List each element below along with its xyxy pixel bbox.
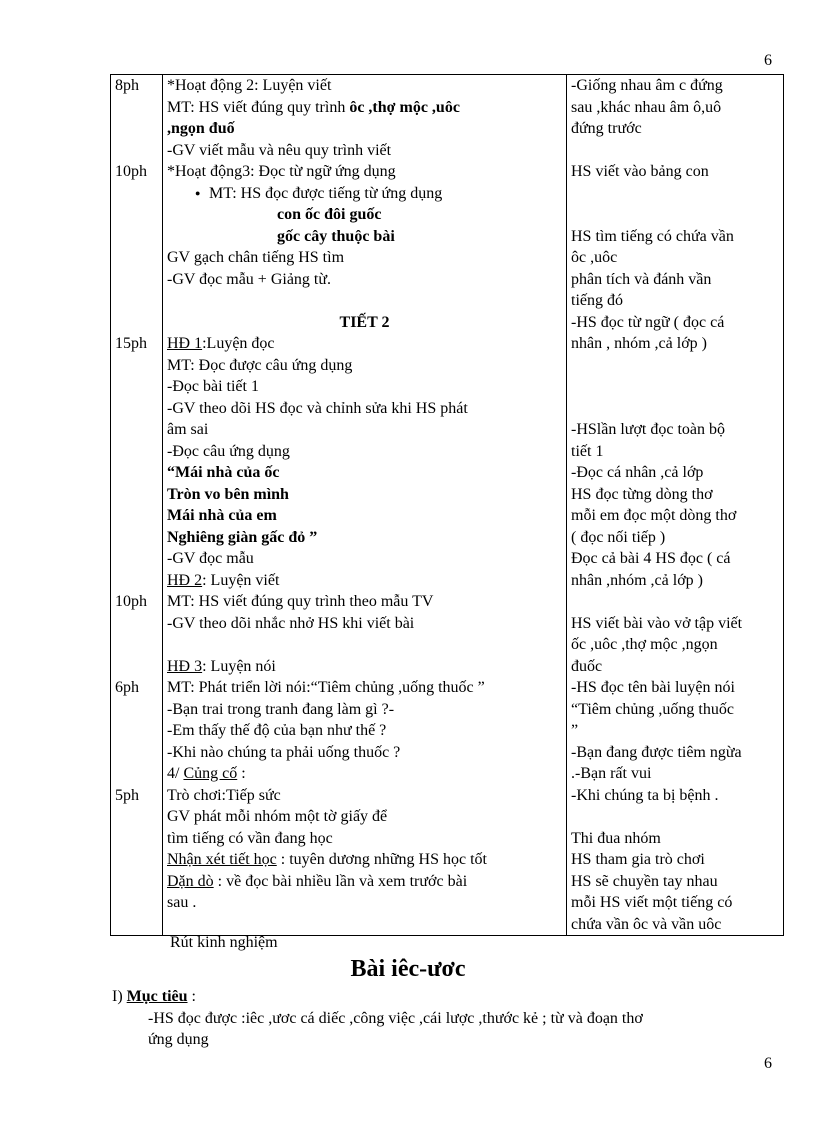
time-line bbox=[115, 570, 158, 592]
time-line bbox=[115, 763, 158, 785]
activity-text: : tuyên dương những HS học tốt bbox=[276, 851, 487, 868]
activity-text: -GV đọc mẫu + Giảng từ. bbox=[167, 270, 332, 288]
activity-line bbox=[167, 892, 562, 914]
activity-text: -Đọc câu ứng dụng bbox=[167, 442, 290, 460]
student-line bbox=[571, 398, 779, 420]
student-line: mỗi HS viết một tiếng có bbox=[571, 894, 733, 911]
activity-line bbox=[167, 720, 562, 742]
student-line bbox=[571, 591, 779, 613]
activity-text: 4/ bbox=[167, 765, 184, 782]
student-line: -Giống nhau âm c đứng bbox=[571, 77, 723, 94]
activity-line bbox=[167, 290, 562, 312]
activity-line bbox=[167, 97, 562, 119]
student-line bbox=[571, 204, 779, 226]
student-line: HS viết vào bảng con bbox=[571, 163, 709, 180]
student-line: -Bạn đang được tiêm ngừa bbox=[571, 743, 742, 761]
time-line: 10ph bbox=[115, 593, 147, 610]
activity-line bbox=[167, 75, 562, 97]
activity-text: âm sai bbox=[167, 421, 209, 438]
bold-text: con ốc đôi guốc bbox=[277, 206, 382, 223]
student-line: nhân , nhóm ,cả lớp ) bbox=[571, 335, 707, 352]
student-line: HS viết bài vào vở tập viết bbox=[571, 614, 743, 632]
bold-text: TIẾT 2 bbox=[339, 313, 390, 331]
student-line bbox=[571, 376, 779, 398]
activity-text: MT: Đọc được câu ứng dụng bbox=[167, 356, 353, 374]
activity-line bbox=[167, 591, 562, 613]
time-line bbox=[115, 118, 158, 140]
activity-line bbox=[167, 247, 562, 269]
activity-text: : Luyện viết bbox=[202, 571, 280, 589]
time-line bbox=[115, 312, 158, 334]
activity-text: MT: HS viết đúng quy trình bbox=[167, 98, 350, 116]
student-line: sau ,khác nhau âm ô,uô bbox=[571, 98, 722, 116]
student-column bbox=[567, 75, 784, 936]
student-line: ( đọc nối tiếp ) bbox=[571, 528, 666, 546]
underlined-label: Nhận xét tiết học bbox=[167, 851, 277, 868]
activity-line bbox=[167, 849, 562, 871]
activity-text: Trò chơi:Tiếp sức bbox=[167, 786, 281, 804]
activity-text: *Hoạt động3: Đọc từ ngữ ứng dụng bbox=[167, 163, 396, 180]
student-line: -Khi chúng ta bị bệnh . bbox=[571, 786, 719, 804]
time-line bbox=[115, 290, 158, 312]
activity-line bbox=[167, 398, 562, 420]
activity-line bbox=[167, 118, 562, 140]
activity-line bbox=[167, 656, 562, 678]
activity-line bbox=[167, 462, 562, 484]
activity-line bbox=[167, 355, 562, 377]
student-line: tiết 1 bbox=[571, 442, 604, 460]
activity-text: : bbox=[237, 765, 246, 782]
activity-line bbox=[167, 677, 562, 699]
activity-line bbox=[167, 742, 562, 764]
underlined-label: Dặn dò bbox=[167, 872, 214, 890]
activity-line bbox=[167, 183, 562, 205]
bold-text: ,ngọn đuố bbox=[167, 120, 235, 137]
time-line: 5ph bbox=[115, 786, 139, 804]
time-line bbox=[115, 269, 158, 291]
student-line: tiếng đó bbox=[571, 292, 623, 309]
activity-line bbox=[167, 548, 562, 570]
activity-line bbox=[167, 505, 562, 527]
underlined-label: HĐ 3 bbox=[167, 657, 203, 675]
activity-text: : Luyện nói bbox=[202, 657, 276, 675]
activity-column bbox=[163, 75, 567, 936]
lesson-table bbox=[110, 74, 784, 936]
student-line: đuốc bbox=[571, 657, 603, 675]
objective-prefix: I) bbox=[112, 988, 127, 1005]
time-column bbox=[111, 75, 163, 936]
student-line: HS tìm tiếng có chứa vần bbox=[571, 227, 734, 245]
student-line: ốc ,uôc ,thợ mộc ,ngọn bbox=[571, 636, 718, 653]
time-line bbox=[115, 204, 158, 226]
time-line bbox=[115, 419, 158, 441]
bold-text: Mái nhà của em bbox=[167, 507, 277, 524]
time-line bbox=[115, 634, 158, 656]
activity-text: GV gạch chân tiếng HS tìm bbox=[167, 249, 345, 266]
student-line: HS đọc từng dòng thơ bbox=[571, 485, 713, 503]
student-line: .-Bạn rất vui bbox=[571, 765, 652, 782]
time-line bbox=[115, 441, 158, 463]
activity-line bbox=[167, 785, 562, 807]
activity-line bbox=[167, 613, 562, 635]
time-line bbox=[115, 613, 158, 635]
underlined-label: HĐ 2 bbox=[167, 571, 203, 589]
page-number-top: 6 bbox=[764, 52, 772, 69]
student-line: HS tham gia trò chơi bbox=[571, 851, 705, 868]
objective-label: Mục tiêu bbox=[126, 988, 188, 1005]
activity-text: -GV theo dõi HS đọc và chỉnh sửa khi HS phát bbox=[167, 399, 468, 417]
time-line bbox=[115, 699, 158, 721]
activity-text: -Bạn trai trong tranh đang làm gì ?- bbox=[167, 700, 395, 718]
student-line: HS sẽ chuyền tay nhau bbox=[571, 872, 718, 890]
activity-text: sau . bbox=[167, 894, 197, 911]
time-line bbox=[115, 527, 158, 549]
activity-text: -GV theo dõi nhắc nhở HS khi viết bài bbox=[167, 614, 415, 632]
time-line bbox=[115, 183, 158, 205]
activity-text: GV phát mỗi nhóm một tờ giấy để bbox=[167, 808, 388, 825]
student-line: Thi đua nhóm bbox=[571, 829, 661, 847]
student-line: -Đọc cá nhân ,cả lớp bbox=[571, 464, 704, 481]
activity-text: -Em thấy thế độ của bạn như thế ? bbox=[167, 722, 387, 739]
student-line bbox=[571, 355, 779, 377]
bold-text: Tròn vo bên mình bbox=[167, 485, 289, 503]
activity-text: *Hoạt động 2: Luyện viết bbox=[167, 77, 332, 94]
activity-line bbox=[167, 828, 562, 850]
student-line: -HS đọc từ ngữ ( đọc cá bbox=[571, 313, 725, 331]
time-line bbox=[115, 226, 158, 248]
activity-line bbox=[167, 871, 562, 893]
student-line: Đọc cả bài 4 HS đọc ( cá bbox=[571, 550, 731, 567]
student-line: chứa vần ôc và vần uôc bbox=[571, 915, 722, 933]
bold-text: gốc cây thuộc bài bbox=[277, 227, 395, 245]
bold-text: Nghiêng giàn gấc đỏ ” bbox=[167, 528, 318, 546]
student-line bbox=[571, 183, 779, 205]
activity-line bbox=[167, 269, 562, 291]
time-line bbox=[115, 462, 158, 484]
activity-line bbox=[167, 634, 562, 656]
time-line bbox=[115, 140, 158, 162]
activity-line bbox=[167, 376, 562, 398]
objective-line-1: -HS đọc được :iêc ,ươc cá diếc ,công việc ,cái lược ,thước kẻ ; từ và đoạn thơ bbox=[148, 1010, 643, 1027]
student-line: -HS đọc tên bài luyện nói bbox=[571, 679, 735, 696]
bold-text: “Mái nhà của ốc bbox=[167, 464, 280, 481]
student-line bbox=[571, 140, 779, 162]
activity-text: -GV đọc mẫu bbox=[167, 550, 254, 567]
rut-kinh-nghiem: Rút kinh nghiệm bbox=[170, 934, 278, 951]
time-line bbox=[115, 247, 158, 269]
time-line: 6ph bbox=[115, 679, 139, 696]
student-line: phân tích và đánh vần bbox=[571, 270, 712, 288]
time-line bbox=[115, 376, 158, 398]
time-line bbox=[115, 505, 158, 527]
lesson-title: Bài iêc-ươc bbox=[350, 956, 466, 982]
activity-text: :Luyện đọc bbox=[202, 335, 275, 352]
activity-line bbox=[167, 312, 562, 334]
underlined-label: Củng cố bbox=[183, 765, 238, 782]
activity-text: MT: HS viết đúng quy trình theo mẫu TV bbox=[167, 593, 434, 610]
activity-line bbox=[167, 419, 562, 441]
student-line: ôc ,uôc bbox=[571, 249, 618, 266]
time-line bbox=[115, 720, 158, 742]
activity-line bbox=[167, 763, 562, 785]
time-line bbox=[115, 97, 158, 119]
page-number-bottom: 6 bbox=[764, 1055, 772, 1072]
student-line bbox=[571, 806, 779, 828]
student-line: “Tiêm chủng ,uống thuốc bbox=[571, 700, 734, 718]
activity-text: -Khi nào chúng ta phải uống thuốc ? bbox=[167, 743, 401, 761]
activity-text: : về đọc bài nhiều lần và xem trước bài bbox=[213, 872, 468, 890]
activity-text: MT: Phát triển lời nói:“Tiêm chủng ,uống thuốc ” bbox=[167, 679, 485, 696]
bold-text: ôc ,thợ mộc ,uôc bbox=[349, 98, 460, 116]
activity-line bbox=[167, 333, 562, 355]
time-line bbox=[115, 656, 158, 678]
student-line: đứng trước bbox=[571, 120, 642, 137]
activity-line bbox=[167, 527, 562, 549]
time-line: 10ph bbox=[115, 163, 147, 180]
activity-line bbox=[167, 140, 562, 162]
bullet-text: MT: HS đọc được tiếng từ ứng dụng bbox=[209, 184, 443, 202]
time-line bbox=[115, 742, 158, 764]
activity-line bbox=[167, 570, 562, 592]
student-line: -HSlần lượt đọc toàn bộ bbox=[571, 421, 725, 438]
activity-line bbox=[167, 226, 562, 248]
student-line: ” bbox=[571, 722, 579, 739]
student-line: mỗi em đọc một dòng thơ bbox=[571, 507, 737, 524]
activity-text: -GV viết mẫu và nêu quy trình viết bbox=[167, 141, 392, 159]
objective-suffix: : bbox=[187, 988, 196, 1005]
time-line: 15ph bbox=[115, 335, 147, 352]
activity-line bbox=[167, 806, 562, 828]
student-line: nhân ,nhóm ,cả lớp ) bbox=[571, 571, 703, 589]
time-line: 8ph bbox=[115, 77, 139, 94]
activity-line bbox=[167, 441, 562, 463]
activity-line bbox=[167, 484, 562, 506]
underlined-label: HĐ 1 bbox=[167, 335, 203, 352]
objective-line-2: ứng dụng bbox=[148, 1031, 209, 1048]
activity-line bbox=[167, 161, 562, 183]
activity-text: tìm tiếng có vần đang học bbox=[167, 829, 333, 847]
activity-line bbox=[167, 699, 562, 721]
time-line bbox=[115, 398, 158, 420]
time-line bbox=[115, 548, 158, 570]
time-line bbox=[115, 484, 158, 506]
time-line bbox=[115, 355, 158, 377]
activity-text: -Đọc bài tiết 1 bbox=[167, 378, 259, 395]
activity-line bbox=[167, 204, 562, 226]
objective-heading bbox=[112, 988, 196, 1006]
